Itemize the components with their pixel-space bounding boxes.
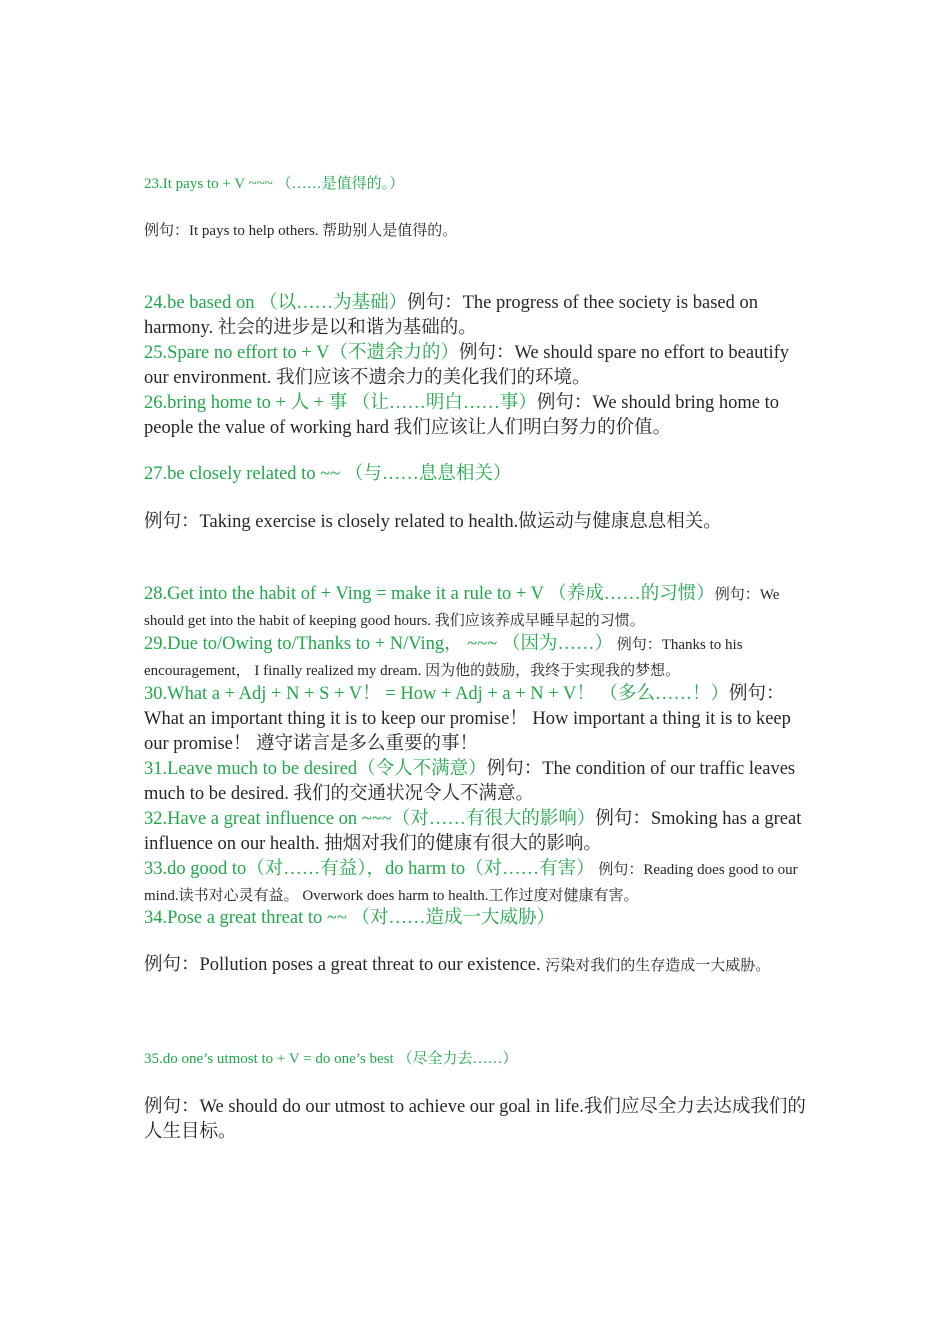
item-34-example-en: 例句：Pollution poses a great threat to our existence. [144, 955, 546, 975]
item-25-example: 例句：We should spare no effort to beautify our environment. 我们应该不遗余力的美化我们的环境。 [144, 343, 790, 388]
item-25 [144, 341, 816, 391]
item-30 [144, 682, 816, 757]
item-26-example: 例句：We should bring home to people the value of working hard 我们应该让人们明白努力的价值。 [144, 393, 779, 438]
item-30-example: 例句：What an important thing it is to keep our promise！ How important a thing it is to keep our promise！ 遵守诺言是多么重要的事！ [144, 684, 791, 754]
item-27-term: 27.be closely related to ~~ （与……息息相关） [144, 464, 512, 484]
item-23-example: 例句：It pays to help others. 帮助别人是值得的。 [144, 223, 458, 239]
item-25-term: 25.Spare no effort to + V（不遗余力的） [144, 343, 459, 363]
item-32 [144, 807, 816, 857]
item-23-term: 23.It pays to + V ~~~ （……是值得的。） [144, 176, 405, 192]
item-30-term: 30.What a + Adj + N + S + V！ = How + Adj + a + N + V！ （多么……！） [144, 684, 729, 704]
item-26-term: 26.bring home to + 人 + 事 （让……明白……事） [144, 393, 537, 413]
item-34-example-zh: 污染对我们的生存造成一大威胁。 [545, 958, 771, 974]
item-32-example: 例句：Smoking has a great influence on our health. 抽烟对我们的健康有很大的影响。 [144, 809, 802, 854]
item-26 [144, 391, 816, 441]
item-29-example: 例句：Thanks to his encouragement， I finally realized my dream. 因为他的鼓励，我终于实现我的梦想。 [144, 637, 743, 679]
item-31 [144, 757, 816, 807]
item-34-example [144, 953, 816, 979]
item-35-example: 例句：We should do our utmost to achieve our goal in life.我们应尽全力去达成我们的人生目标。 [144, 1097, 806, 1142]
item-28 [144, 582, 816, 634]
item-29 [144, 632, 816, 684]
item-32-term: 32.Have a great influence on ~~~（对……有很大的影响） [144, 809, 596, 829]
item-28-term: 28.Get into the habit of + Ving = make it a rule to + V （养成……的习惯） [144, 584, 715, 604]
item-34-term: 34.Pose a great threat to ~~ （对……造成一大威胁） [144, 908, 556, 928]
item-33 [144, 857, 816, 909]
item-31-example: 例句：The condition of our traffic leaves much to be desired. 我们的交通状况令人不满意。 [144, 759, 796, 804]
item-24-term: 24.be based on （以……为基础） [144, 293, 408, 313]
item-24 [144, 291, 816, 341]
item-27-example: 例句：Taking exercise is closely related to health.做运动与健康息息相关。 [144, 512, 722, 532]
item-33-example: 例句：Reading does good to our mind.读书对心灵有益。 Overwork does harm to health.工作过度对健康有害。 [144, 862, 798, 904]
item-24-example: 例句：The progress of thee society is based on harmony. 社会的进步是以和谐为基础的。 [144, 293, 758, 338]
item-29-term: 29.Due to/Owing to/Thanks to + N/Ving， ~~~ （因为……） [144, 634, 613, 654]
item-33-term: 33.do good to（对……有益），do harm to（对……有害） [144, 859, 595, 879]
item-31-term: 31.Leave much to be desired（令人不满意） [144, 759, 487, 779]
item-28-example: 例句：We should get into the habit of keeping good hours. 我们应该养成早睡早起的习惯。 [144, 587, 780, 629]
item-35-term: 35.do one’s utmost to + V = do one’s best （尽全力去……） [144, 1051, 518, 1067]
